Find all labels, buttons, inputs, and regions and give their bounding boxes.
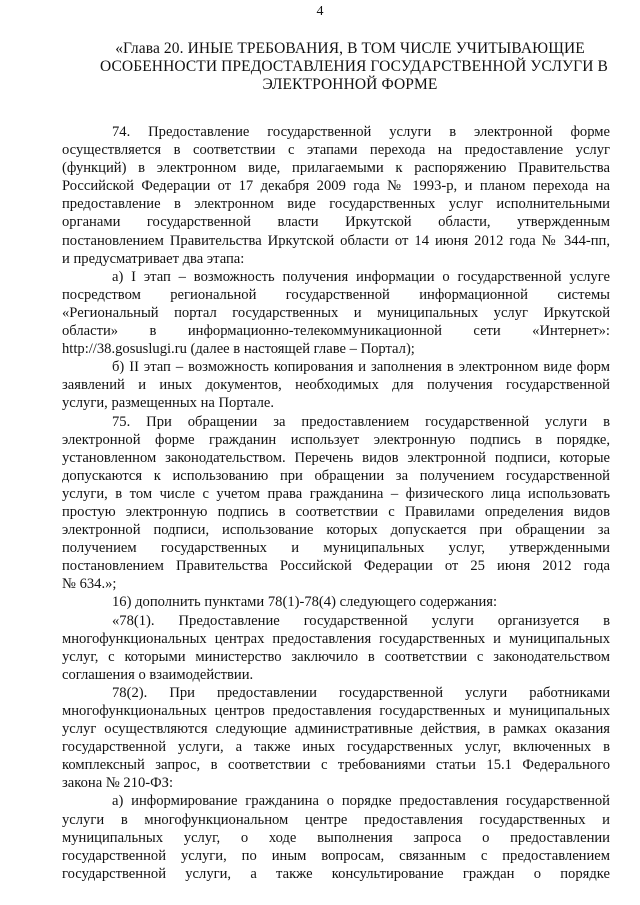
text-line: заявлений и иных документов, необходимых для получения государственной: [62, 377, 610, 394]
text-line: органами государственной власти Иркутской области, утвержденным: [62, 214, 610, 231]
text-line: комплексный запрос, в соответствии с требованиями статьи 15.1 Федерального: [62, 757, 610, 774]
text-line: простую электронную подпись в соответствии с Правилами определения видов: [62, 503, 610, 520]
text-line: муниципальных услуг, о ходе выполнения запроса о предоставлении: [62, 829, 610, 846]
text-line: области» в информационно-телекоммуникационной сети «Интернет»:: [62, 323, 610, 340]
text-line: услуги, в том числе с учетом права гражданина – физического лица использовать: [62, 485, 610, 502]
text-line: предоставление в электронном виде государственных услуг исполнительными: [62, 196, 610, 213]
text-line: закона № 210-ФЗ:: [62, 775, 174, 792]
text-line: государственной услуги, а также иных государственных услуг, включенных в: [62, 739, 610, 756]
text-line: 78(2). При предоставлении государственной услуги работниками: [112, 684, 610, 701]
text-line: электронной подписи, использование которых допускается при обращении за: [62, 522, 610, 539]
text-line: получением государственных и муниципальных услуг, утвержденными: [62, 540, 610, 557]
text-line: а) информирование гражданина о порядке предоставления государственной: [112, 793, 610, 810]
chapter-title-line: «Глава 20. ИНЫЕ ТРЕБОВАНИЯ, В ТОМ ЧИСЛЕ УЧИТЫВАЮЩИЕ: [115, 40, 585, 57]
text-line: многофункциональных центров предоставления государственных и муниципальных: [62, 703, 610, 719]
text-line: соглашения о взаимодействии.: [62, 666, 254, 683]
text-line: государственной услуги, по иным вопросам, связанным с предоставлением: [62, 847, 610, 864]
text-line: (функций) в электронном виде, прилагаемыми к распоряжению Правительства: [62, 160, 610, 177]
chapter-title-line: ОСОБЕННОСТИ ПРЕДОСТАВЛЕНИЯ ГОСУДАРСТВЕННОЙ УСЛУГИ В: [100, 58, 608, 75]
text-line: электронной форме гражданин использует электронную подпись в порядке,: [62, 431, 610, 448]
text-line: осуществляется в соответствии с этапами перехода на предоставление услуг: [62, 142, 610, 159]
text-line: б) II этап – возможность копирования и заполнения в электронном виде форм: [112, 359, 610, 376]
text-line: 75. При обращении за предоставлением государственной услуги в: [112, 413, 610, 430]
chapter-title: [100, 40, 608, 94]
text-line: http://38.gosuslugi.ru (далее в настоящей главе – Портал);: [62, 341, 415, 358]
text-line: постановлением Правительства Российской Федерации от 25 июня 2012 года: [62, 558, 610, 575]
text-line: Российской Федерации от 17 декабря 2009 года № 1993-р, и планом перехода на: [62, 178, 610, 195]
text-line: услуг осуществляются следующие административные действия, в рамках оказания: [62, 721, 610, 738]
text-line: установленном законодательством. Перечень видов электронной подписи, которые: [62, 449, 610, 466]
text-line: а) I этап – возможность получения информации о государственной услуге: [112, 268, 610, 285]
text-line: 74. Предоставление государственной услуги в электронной форме: [112, 124, 610, 140]
text-line: № 634.»;: [62, 576, 117, 593]
chapter-title-line: ЭЛЕКТРОННОЙ ФОРМЕ: [262, 76, 438, 93]
text-line: «78(1). Предоставление государственной услуги организуется в: [112, 612, 610, 629]
text-line: услуги, размещенных на Портале.: [62, 395, 275, 412]
text-line: «Региональный портал государственных и муниципальных услуг Иркутской: [62, 304, 610, 321]
text-line: 16) дополнить пунктами 78(1)-78(4) следующего содержания:: [112, 594, 498, 611]
text-line: посредством региональной государственной информационной системы: [62, 286, 610, 303]
text-line: многофункциональных центрах предоставления государственных и муниципальных: [62, 630, 610, 647]
text-line: государственной услуги, а также консультирование граждан о порядке: [62, 865, 610, 882]
text-line: услуги в многофункциональном центре предоставления государственных и: [62, 811, 610, 828]
text-line: допускаются к использованию при обращении за получением государственной: [62, 467, 610, 484]
text-line: постановлением Правительства Иркутской области от 14 июня 2012 года № 344-пп,: [62, 232, 610, 249]
page-number: 4: [316, 4, 324, 19]
text-line: услуг, с которыми министерство заключило в соответствии с законодательством: [62, 648, 610, 665]
document-body: [62, 123, 610, 883]
text-line: и предусматривает два этапа:: [62, 250, 245, 267]
